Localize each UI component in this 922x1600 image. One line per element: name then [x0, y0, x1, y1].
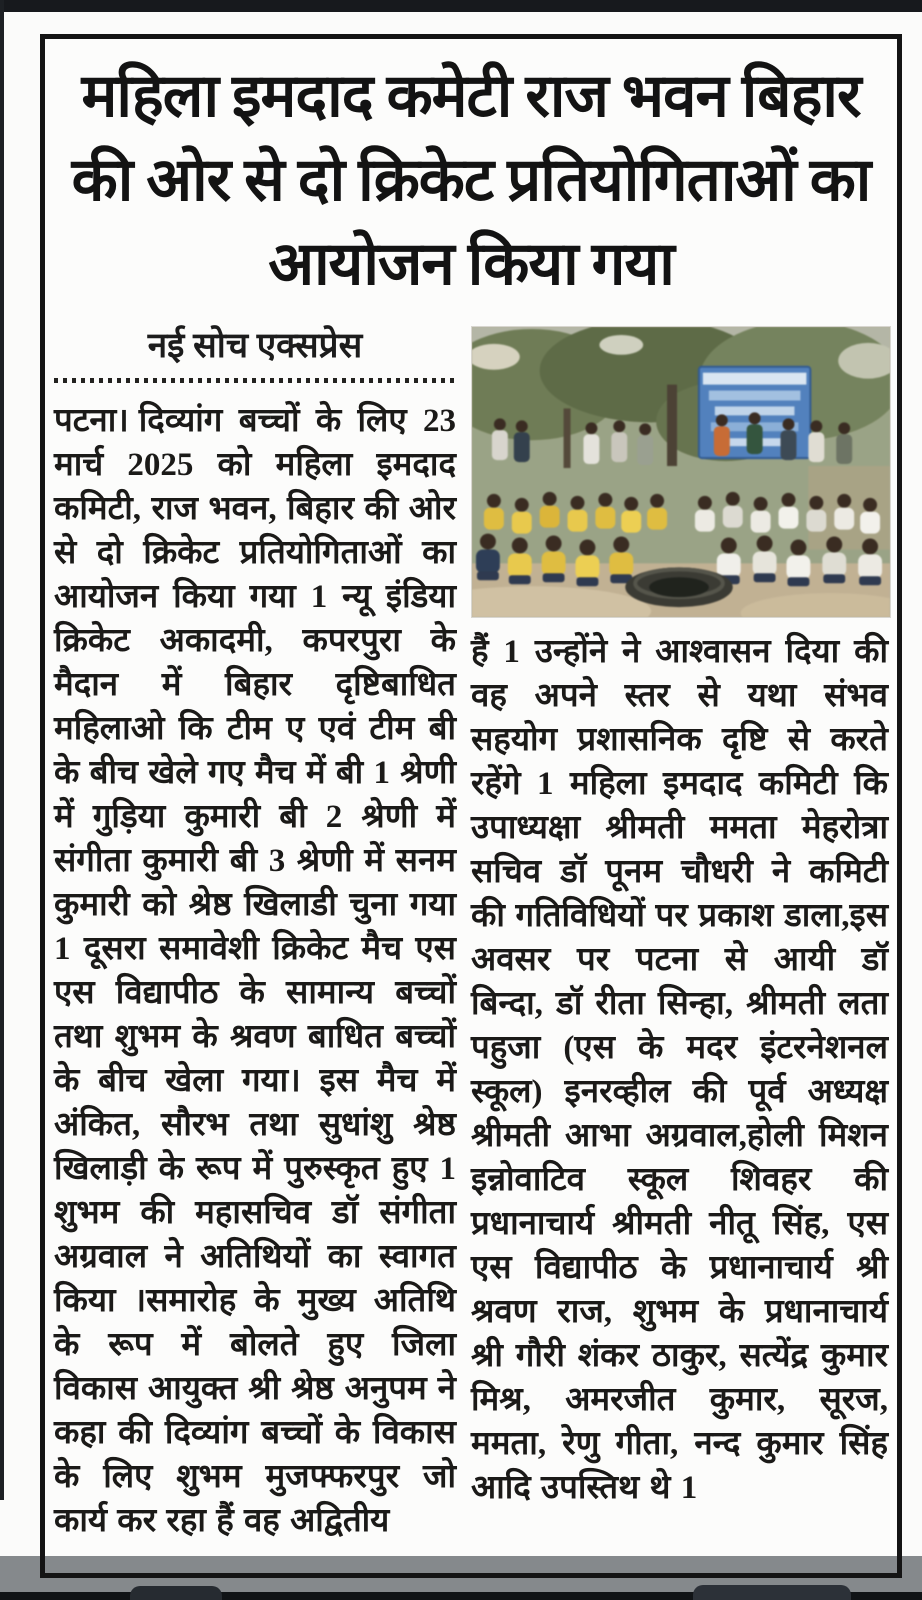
scan-edge-shadow	[0, 0, 4, 1500]
headline-line-2: की ओर से दो क्रिकेट प्रतियोगिताओं का	[71, 147, 871, 213]
headline-line-1: महिला इमदाद कमेटी राज भवन बिहार	[81, 63, 861, 129]
headline-line-3: आयोजन किया गया	[268, 231, 674, 297]
tire-wreath-graphic	[625, 567, 732, 607]
article-clipping	[40, 34, 902, 1578]
article-photo-illustration	[472, 327, 890, 617]
column-right-text: हैं 1 उन्होंने ने आश्वासन दिया की वह अपने स्तर से यथा संभव सहयोग प्रशासनिक दृष्टि से करते रहेंगे 1 महिला इमदाद कमिटी कि उपाध्यक्षा श्रीमती ममता मेहरोत्रा सचिव डॉ पूनम चौधरी ने कमिटी की गतिविधियों पर प्रकाश डाला,इस अवसर पर पटना से आयी डॉ बिन्दा, डॉ रीता सिन्हा, श्रीमती लता पहुजा (एस के मदर इंटरनेशनल स्कूल) इनरव्हील की पूर्व अध्यक्ष श्रीमती आभा अग्रवाल,होली मिशन इन्नोवाटिव स्कूल शिवहर की प्रधानाचार्य श्रीमती नीतू सिंह, एस एस विद्यापीठ के प्रधानाचार्य श्री श्रवण राज, शुभम के प्रधानाचार्य श्री गौरी शंकर ठाकुर, सत्येंद्र कुमार मिश्र, अमरजीत कुमार, सूरज, ममता, रेणु गीता, नन्द कुमार सिंह आदि उपस्तिथ थे 1	[471, 634, 888, 1506]
status-bar	[0, 0, 922, 12]
paragraph-column-right	[471, 630, 888, 1510]
article-body-columns	[52, 320, 890, 1543]
body-column-right	[471, 320, 888, 1543]
dotted-divider	[54, 378, 456, 383]
article-headline	[52, 54, 890, 306]
dateline-lead-word: पटना।	[54, 403, 129, 439]
column-left-text: दिव्यांग बच्चों के लिए 23 मार्च 2025 को महिला इमदाद कमिटी, राज भवन, बिहार की ओर से दो क्रिकेट प्रतियोगिताओं का आयोजन किया गया 1 न्यू इंडिया क्रिकेट अकादमी, कपरपुरा के मैदान में बिहार दृष्टिबाधित महिलाओ कि टीम ए एवं टीम बी के बीच खेले गए मैच में बी 1 श्रेणी में गुड़िया कुमारी बी 2 श्रेणी में संगीता कुमारी बी 3 श्रेणी में सनम कुमारी को श्रेष्ठ खिलाडी चुना गया 1 दूसरा समावेशी क्रिकेट मैच एस एस विद्यापीठ के सामान्य बच्चों तथा शुभम के श्रवण बाधित बच्चों के बीच खेला गया। इस मैच में अंकित, सौरभ तथा सुधांशु श्रेष्ठ खिलाड़ी के रूप में पुरुस्कृत हुए 1 शुभम की महासचिव डॉ संगीता अग्रवाल ने अतिथियों का स्वागत किया ।समारोह के मुख्य अतिथि के रूप में बोलते हुए जिला विकास आयुक्त श्री श्रेष्ठ अनुपम ने कहा की दिव्यांग बच्चों के विकास के लिए शुभम मुजफ्फरपुर जो कार्य कर रहा हैं वह अद्वितीय	[54, 403, 456, 1539]
nav-home-button[interactable]	[693, 1585, 851, 1600]
nav-back-button[interactable]	[130, 1586, 222, 1600]
byline: नई सोच एक्सप्रेस	[147, 326, 363, 365]
paragraph-column-left	[54, 399, 456, 1543]
body-column-left	[54, 320, 456, 1543]
article-photo	[471, 326, 891, 618]
